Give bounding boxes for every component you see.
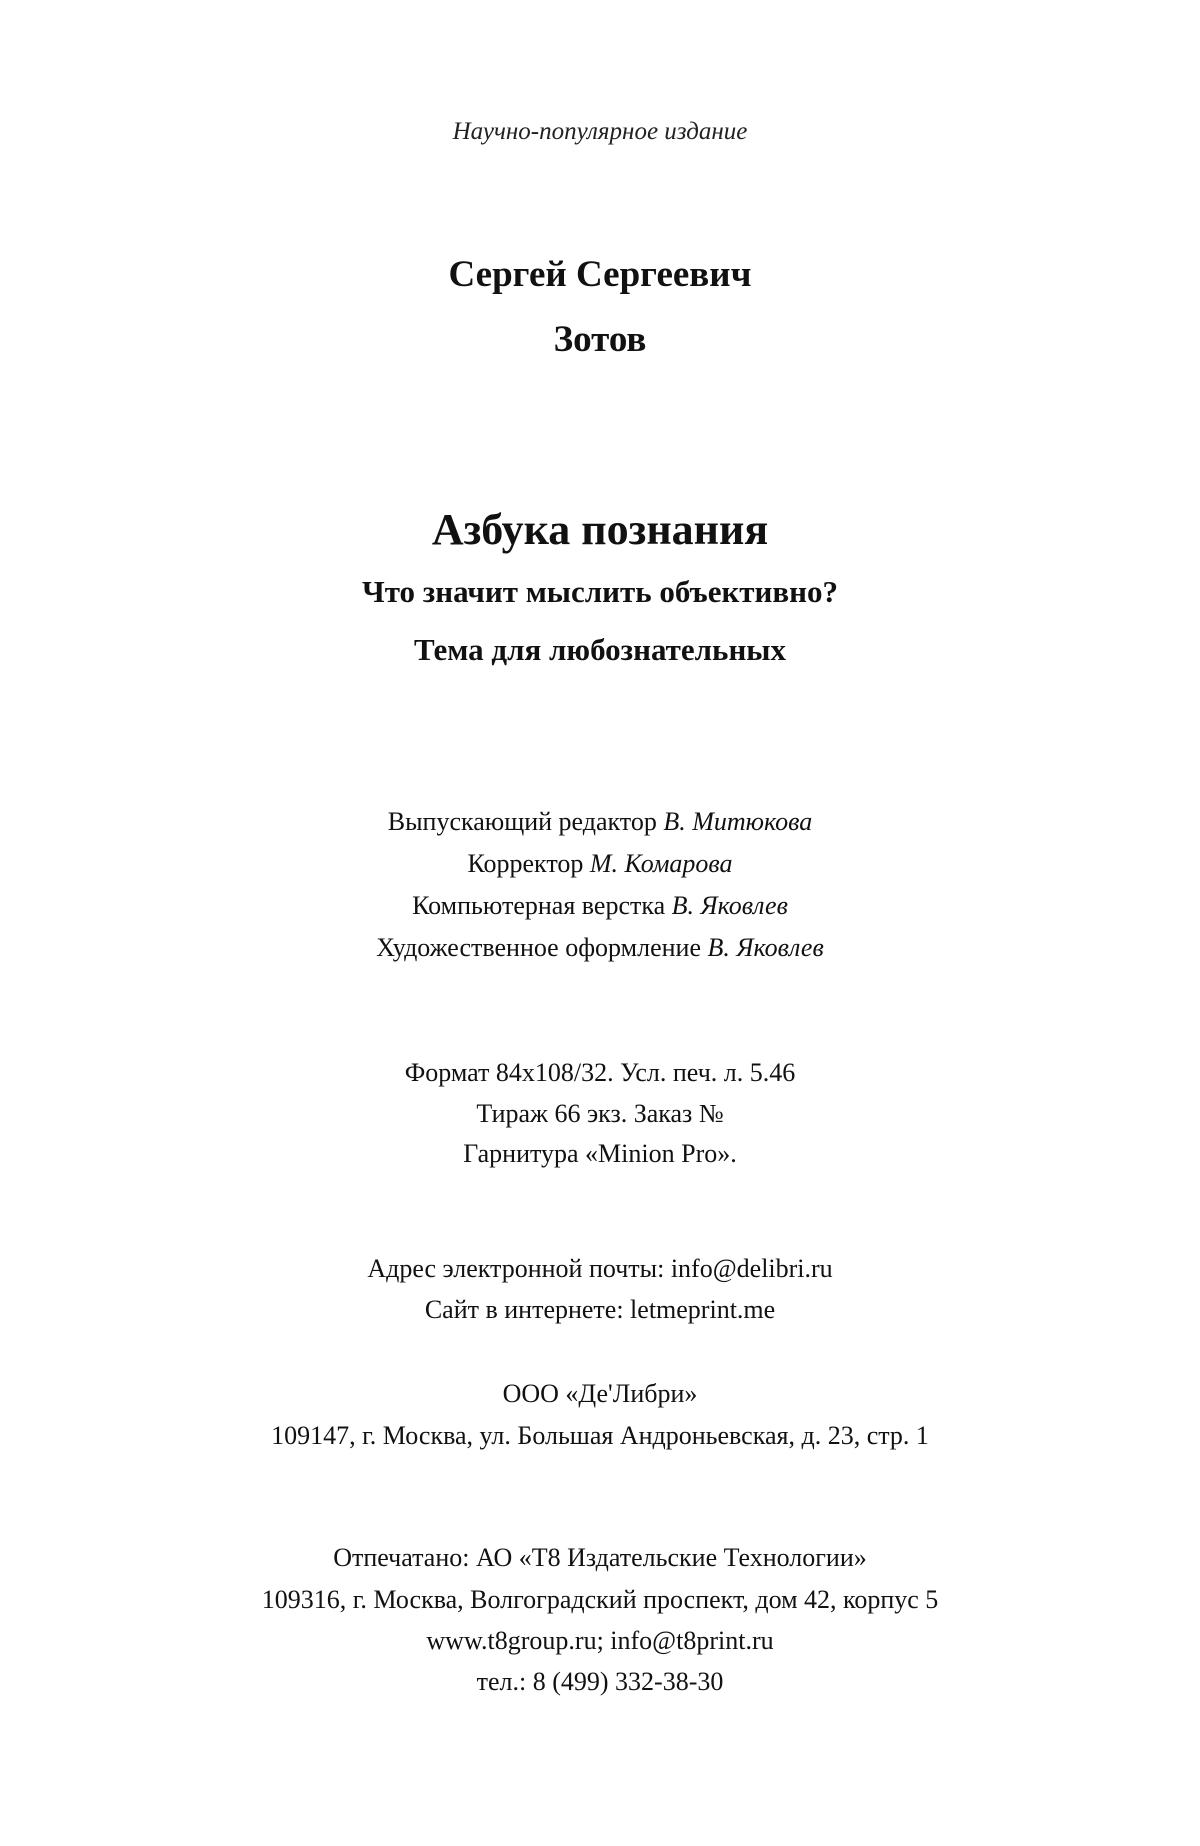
credit-layout xyxy=(0,891,1200,921)
book-subtitle: Что значит мыслить объективно? xyxy=(361,574,839,609)
credit-role: Корректор xyxy=(467,849,590,878)
credit-role: Компьютерная верстка xyxy=(412,891,672,920)
author-surname: Зотов xyxy=(553,319,647,360)
publisher-address: 109147, г. Москва, ул. Большая Андроньевская, д. 23, стр. 1 xyxy=(271,1421,929,1450)
website-line: Сайт в интернете: letmeprint.me xyxy=(424,1295,776,1324)
book-title: Азбука познания xyxy=(431,505,769,554)
credit-proofreader xyxy=(0,849,1200,879)
publisher-name: ООО «Де'Либри» xyxy=(502,1379,698,1408)
credit-role: Выпускающий редактор xyxy=(387,807,664,836)
credit-editor xyxy=(0,807,1200,837)
credit-person: В. Яковлев xyxy=(671,891,788,920)
printer-name: Отпечатано: АО «Т8 Издательские Технологии» xyxy=(333,1543,867,1572)
printer-address: 109316, г. Москва, Волгоградский проспект, дом 42, корпус 5 xyxy=(261,1585,939,1614)
author-name: Сергей Сергеевич xyxy=(448,254,752,295)
credit-person: М. Комарова xyxy=(589,849,733,878)
printer-web: www.t8group.ru; info@t8print.ru xyxy=(426,1626,774,1655)
print-run-line: Тираж 66 экз. Заказ № xyxy=(476,1099,724,1128)
email-line: Адрес электронной почты: info@delibri.ru xyxy=(367,1254,833,1283)
format-line: Формат 84x108/32. Усл. печ. л. 5.46 xyxy=(404,1058,796,1087)
credit-person: В. Яковлев xyxy=(707,933,824,962)
credit-person: В. Митюкова xyxy=(663,807,813,836)
edition-label: Научно-популярное издание xyxy=(452,118,748,145)
book-series: Тема для любознательных xyxy=(413,632,787,667)
credit-role: Художественное оформление xyxy=(376,933,708,962)
typeface-line: Гарнитура «Minion Pro». xyxy=(463,1139,737,1168)
printer-phone: тел.: 8 (499) 332-38-30 xyxy=(476,1667,724,1696)
credit-design xyxy=(0,933,1200,963)
